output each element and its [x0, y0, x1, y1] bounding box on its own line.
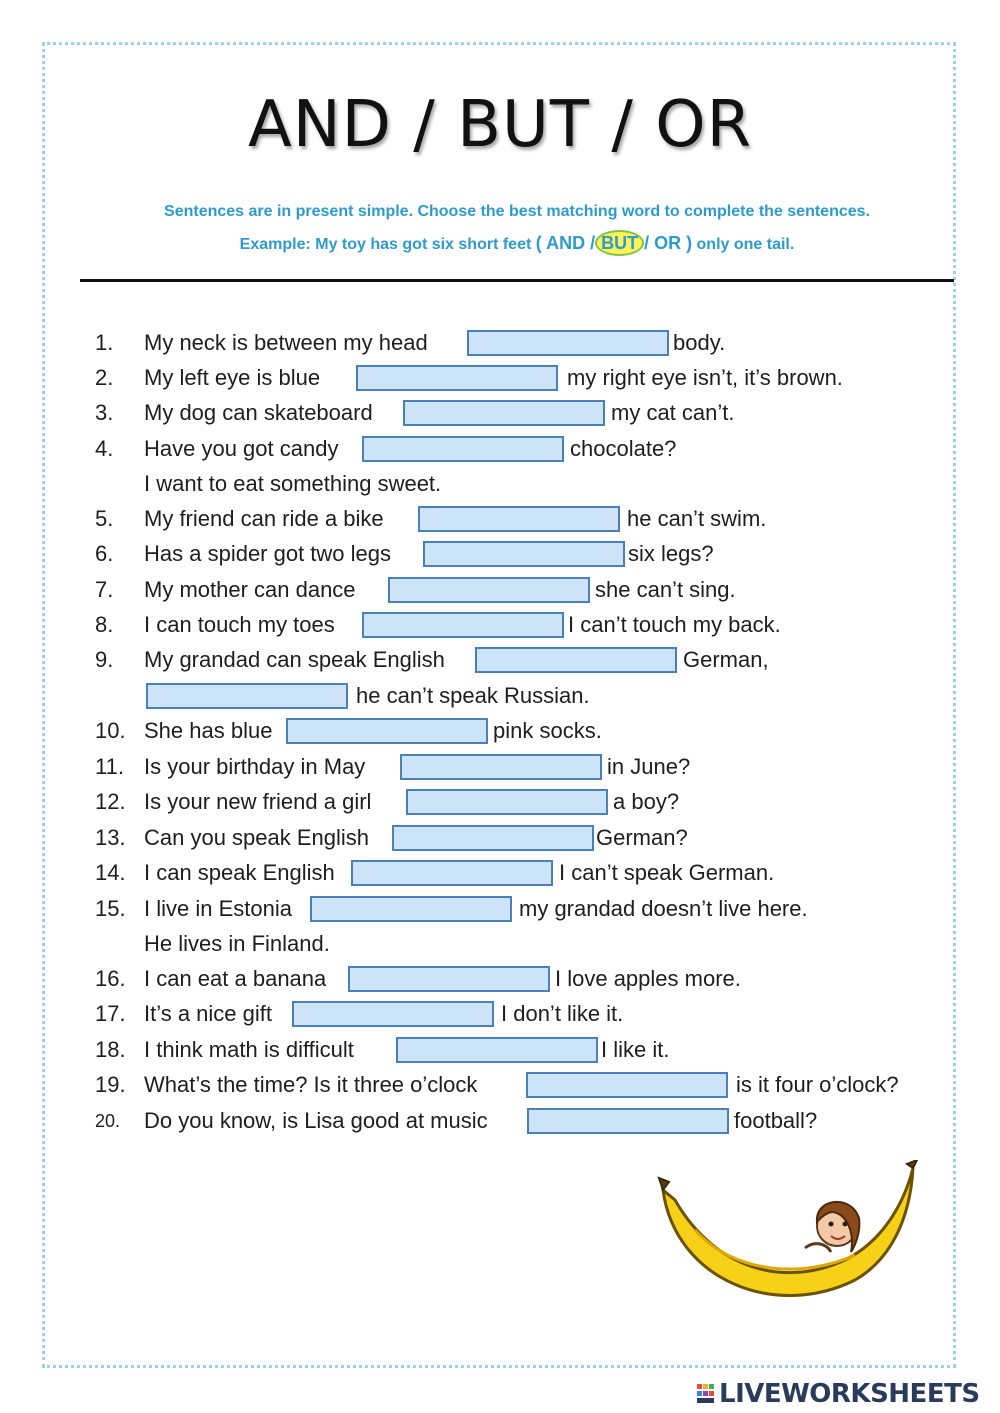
sentence-start: I think math is difficult: [144, 1037, 354, 1062]
sentence-start: What’s the time? Is it three o’clock: [144, 1072, 478, 1097]
sentence-end: she can’t sing.: [595, 577, 736, 602]
answer-blank-6[interactable]: [423, 541, 625, 567]
girl-eye-right: [843, 1222, 848, 1227]
sentence-end: German,: [683, 647, 769, 672]
sentence-end: I like it.: [601, 1037, 670, 1062]
item-number: 10.: [95, 718, 126, 743]
exercise-17: [0, 999, 1000, 1029]
exercise-2: [0, 363, 1000, 393]
sentence-start: I live in Estonia: [144, 896, 292, 921]
logo-mark-icon: [697, 1382, 717, 1406]
banana-shape: [663, 1168, 913, 1296]
sentence-end: my right eye isn’t, it’s brown.: [567, 365, 843, 390]
sentence-end: my cat can’t.: [611, 400, 735, 425]
sentence-end: in June?: [607, 754, 691, 779]
exercise-15: [0, 894, 1000, 924]
item-number: 15.: [95, 896, 126, 921]
item-number: 4.: [95, 436, 114, 461]
sentence-start: Has a spider got two legs: [144, 541, 392, 566]
exercise-8: [0, 610, 1000, 640]
item-number: 5.: [95, 506, 114, 531]
sentence-start: I can eat a banana: [144, 966, 327, 991]
exercise-13: [0, 823, 1000, 853]
sentence-start: My left eye is blue: [144, 365, 321, 390]
exercise-19: [0, 1070, 1000, 1100]
sentence-end: German?: [596, 825, 688, 850]
example-prefix: Example: My toy has got six short feet: [239, 236, 532, 253]
item-number: 1.: [95, 330, 114, 355]
sentence-end: football?: [734, 1108, 818, 1133]
sentence-start: Is your new friend a girl: [144, 789, 372, 814]
answer-blank-2[interactable]: [356, 365, 558, 391]
answer-blank-15[interactable]: [310, 896, 512, 922]
sentence-continuation: He lives in Finland.: [144, 931, 330, 956]
liveworksheets-logo: [697, 1380, 980, 1408]
sentence-start: Do you know, is Lisa good at music: [144, 1108, 488, 1133]
page-title: AND / BUT / OR: [247, 88, 753, 162]
exercise-4: [0, 434, 1000, 464]
answer-blank-3[interactable]: [403, 400, 605, 426]
sentence-end: my grandad doesn’t live here.: [519, 896, 808, 921]
divider: [80, 279, 954, 282]
instructions: Sentences are in present simple. Choose the best matching word to complete the sentences.: [164, 203, 870, 220]
sentence-start: She has blue: [144, 718, 273, 743]
sentence-end: pink socks.: [493, 718, 602, 743]
answer-blank-14[interactable]: [351, 860, 553, 886]
exercise-5: [0, 504, 1000, 534]
item-number: 9.: [95, 647, 114, 672]
item-number: 11.: [95, 754, 124, 779]
answer-blank-17[interactable]: [292, 1001, 494, 1027]
sentence-end: I don’t like it.: [501, 1001, 624, 1026]
exercise-10: [0, 716, 1000, 746]
item-number: 18.: [95, 1037, 126, 1062]
exercise-9: [0, 645, 1000, 675]
sentence-start: My grandad can speak English: [144, 647, 445, 672]
answer-blank-9a[interactable]: [475, 647, 677, 673]
answer-blank-5[interactable]: [418, 506, 620, 532]
sentence-end: is it four o’clock?: [736, 1072, 899, 1097]
sentence-end: a boy?: [613, 789, 680, 814]
exercise-1: [0, 328, 1000, 358]
banana-hammock-illustration: [655, 1160, 925, 1320]
exercise-6: [0, 539, 1000, 569]
exercise-3: [0, 398, 1000, 428]
sentence-end: body.: [673, 330, 726, 355]
exercise-16: [0, 964, 1000, 994]
answer-blank-10[interactable]: [286, 718, 488, 744]
sentence-start: I can touch my toes: [144, 612, 335, 637]
exercise-15-continued: [0, 929, 1000, 959]
answer-blank-7[interactable]: [388, 577, 590, 603]
girl-eye-left: [829, 1222, 834, 1227]
sentence-start: I can speak English: [144, 860, 335, 885]
sentence-continuation: I want to eat something sweet.: [144, 471, 442, 496]
item-number: 17.: [95, 1001, 126, 1026]
exercise-9-continued: [0, 681, 1000, 711]
sentence-end: he can’t swim.: [627, 506, 767, 531]
item-number: 7.: [95, 577, 114, 602]
item-number: 13.: [95, 825, 126, 850]
sentence-start: My mother can dance: [144, 577, 356, 602]
sentence-start: Have you got candy: [144, 436, 339, 461]
logo-text: LIVEWORKSHEETS: [719, 1379, 980, 1409]
item-number: 12.: [95, 789, 126, 814]
sentence-end: I love apples more.: [555, 966, 741, 991]
answer-blank-12[interactable]: [406, 789, 608, 815]
answer-blank-11[interactable]: [400, 754, 602, 780]
sentence-start: My friend can ride a bike: [144, 506, 384, 531]
exercise-11: [0, 752, 1000, 782]
sentence-start: My neck is between my head: [144, 330, 428, 355]
item-number: 8.: [95, 612, 114, 637]
exercise-7: [0, 575, 1000, 605]
exercise-12: [0, 787, 1000, 817]
answer-blank-16[interactable]: [348, 966, 550, 992]
girl-arm: [805, 1244, 831, 1252]
sentence-start: Is your birthday in May: [144, 754, 366, 779]
example-suffix: only one tail.: [696, 236, 795, 253]
example-options-close: / OR ): [644, 233, 693, 253]
sentence-end: I can’t speak German.: [559, 860, 775, 885]
answer-blank-1[interactable]: [467, 330, 669, 356]
answer-blank-18[interactable]: [396, 1037, 598, 1063]
sentence-end: six legs?: [628, 541, 714, 566]
sentence-start: Can you speak English: [144, 825, 370, 850]
item-number: 16.: [95, 966, 126, 991]
example-circled-answer: BUT: [595, 230, 644, 256]
sentence-start: It’s a nice gift: [144, 1001, 272, 1026]
example-options-open: ( AND /: [535, 233, 596, 253]
answer-blank-13[interactable]: [392, 825, 594, 851]
sentence-end: I can’t touch my back.: [568, 612, 781, 637]
banana-tip-left: [659, 1178, 669, 1190]
item-number: 19.: [95, 1072, 126, 1097]
answer-blank-8[interactable]: [362, 612, 564, 638]
sentence-continuation: he can’t speak Russian.: [356, 683, 590, 708]
exercise-18: [0, 1035, 1000, 1065]
item-number: 6.: [95, 541, 114, 566]
item-number: 20.: [95, 1111, 121, 1131]
answer-blank-20[interactable]: [527, 1108, 729, 1134]
banana-tip-right: [907, 1160, 917, 1168]
exercise-14: [0, 858, 1000, 888]
answer-blank-19[interactable]: [526, 1072, 728, 1098]
item-number: 3.: [95, 400, 114, 425]
sentence-start: My dog can skateboard: [144, 400, 373, 425]
exercise-4-continued: [0, 469, 1000, 499]
example-line: [0, 230, 1000, 256]
exercise-20: [0, 1106, 1000, 1136]
answer-blank-9b[interactable]: [146, 683, 348, 709]
sentence-end: chocolate?: [570, 436, 677, 461]
item-number: 14.: [95, 860, 126, 885]
item-number: 2.: [95, 365, 114, 390]
answer-blank-4[interactable]: [362, 436, 564, 462]
